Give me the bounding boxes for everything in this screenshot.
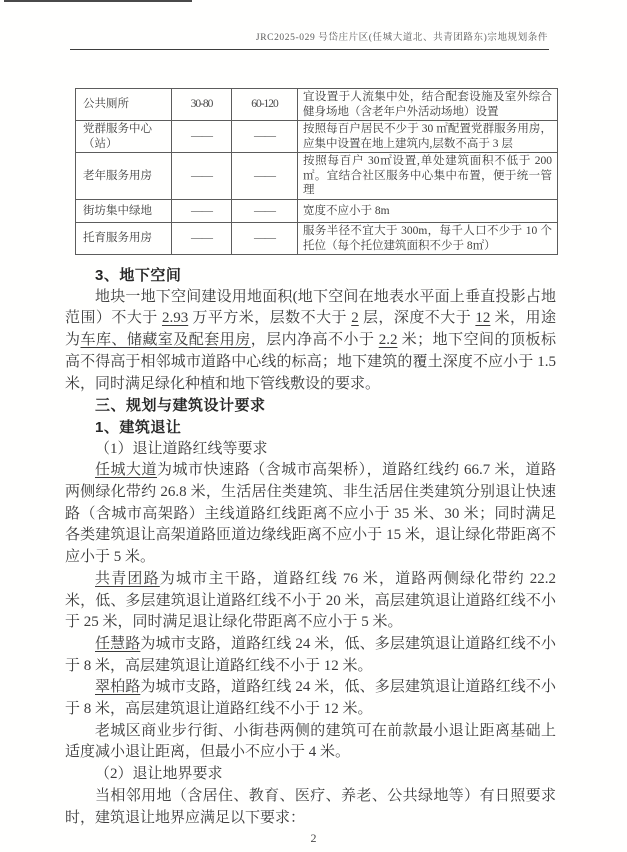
text-run: 为城市支路，道路红线 24 米，低、多层建筑退让道路红线不小于 8 米，高层建筑退让道路红线不小于 12 米。 bbox=[65, 679, 556, 718]
text-run: 1、建筑退让 bbox=[95, 418, 182, 436]
section-heading bbox=[65, 265, 556, 287]
table-cell-mid: —— bbox=[172, 153, 232, 200]
table-row bbox=[76, 153, 558, 200]
table-cell-name: 街坊集中绿地 bbox=[76, 200, 172, 223]
paragraph bbox=[65, 287, 556, 396]
text-run: 为城市主干路，道路红线 76 米，道路两侧绿化带约 22.2 米，低、多层建筑退让道路红线不小于 20 米，高层建筑退让道路红线不小于 25 米，同时满足退让绿化带距离不应小于 5 米。 bbox=[65, 570, 556, 631]
paragraph bbox=[65, 721, 556, 764]
table-cell-desc: 按照每百户居民不少于 30 ㎡配置党群服务用房，应集中设置在地上建筑内,层数不高于 3 层 bbox=[298, 121, 558, 153]
text-run: （1）退让道路红线等要求 bbox=[95, 440, 268, 457]
paragraph bbox=[65, 460, 556, 569]
text-run: 米；地下空间的顶板标高不得高于相邻城市道路中心线的标高；地下建筑的覆土深度不应小于 1.5 米，同时满足绿化种植和地下管线敷设的要求。 bbox=[65, 332, 556, 392]
table-row bbox=[76, 200, 558, 223]
text-run: 为城市支路，道路红线 24 米，低、多层建筑退让道路红线不小于 8 米，高层建筑退让道路红线不小于 12 米。 bbox=[65, 635, 556, 674]
text-run: 地块一地下空间建设用地面积(地下空间在地表水平面上垂直投影占地范围）不大于 bbox=[65, 288, 556, 327]
table-cell-name: 老年服务用房 bbox=[76, 153, 172, 200]
table-cell-mid: —— bbox=[232, 153, 298, 200]
paragraph bbox=[65, 786, 556, 829]
header-title: JRC2025-029 号岱庄片区(任城大道北、共青团路东)宗地规划条件 bbox=[255, 33, 548, 43]
paragraph bbox=[65, 677, 556, 720]
table-cell-desc: 按照每百户 30㎡设置,单处建筑面积不低于 200㎡。宜结合社区服务中心集中布置，便于统一管理 bbox=[298, 153, 558, 200]
table-cell-mid: —— bbox=[172, 223, 232, 255]
paragraph bbox=[65, 764, 556, 786]
text-run: 老城区商业步行街、小街巷两侧的建筑可在前款最小退让距离基础上适度减小退让距离，但最小不应小于 4 米。 bbox=[65, 722, 556, 761]
paragraph bbox=[65, 569, 556, 634]
text-run: ，层内净高不小于 bbox=[250, 332, 379, 349]
paragraph bbox=[65, 439, 556, 461]
table-cell-mid: —— bbox=[172, 121, 232, 153]
paragraph bbox=[65, 634, 556, 677]
underlined-text: 任城大道 bbox=[95, 462, 158, 479]
text-run: 米，用途为 bbox=[65, 310, 556, 349]
underlined-text: 2.93 bbox=[161, 310, 189, 327]
text-run: 当相邻用地（含居住、教育、医疗、养老、公共绿地等）有日照要求时，建筑退让地界应满足以下要求： bbox=[65, 787, 556, 826]
table-cell-desc: 服务半径不宜大于 300m，每千人口不少于 10 个托位（每个托位建筑面积不少于 8㎡） bbox=[298, 223, 558, 255]
text-run: （2）退让地界要求 bbox=[95, 766, 223, 783]
underlined-text: 任慧路 bbox=[95, 635, 141, 652]
facilities-table bbox=[75, 88, 558, 255]
table-cell-name: 党群服务中心（站） bbox=[76, 121, 172, 153]
underlined-text: 2 bbox=[351, 310, 359, 327]
table-cell-mid: —— bbox=[232, 200, 298, 223]
table-cell-mid: 60-120 bbox=[232, 89, 298, 121]
table-row bbox=[76, 89, 558, 121]
underlined-text: 车库、储藏室及配套用房 bbox=[80, 332, 251, 349]
table-row bbox=[76, 223, 558, 255]
table-cell-name: 公共厕所 bbox=[76, 89, 172, 121]
underlined-text: 翠柏路 bbox=[95, 679, 141, 696]
underlined-text: 共青团路 bbox=[95, 570, 160, 587]
header-rule bbox=[70, 49, 549, 50]
section-heading bbox=[65, 417, 556, 439]
table-cell-desc: 宽度不应小于 8m bbox=[298, 200, 558, 223]
table-cell-mid: 30-80 bbox=[172, 89, 232, 121]
page-number: 2 bbox=[310, 831, 317, 845]
text-run: 三、规划与建筑设计要求 bbox=[95, 397, 266, 415]
text-run: 3、地下空间 bbox=[95, 267, 182, 284]
scan-artifact-line bbox=[4, 0, 192, 2]
facilities-table-body bbox=[76, 89, 558, 255]
underlined-text: 2.2 bbox=[378, 332, 398, 349]
table-cell-mid: —— bbox=[232, 223, 298, 255]
text-run: 万平方米，层数不大于 bbox=[188, 310, 352, 327]
table-cell-name: 托育服务用房 bbox=[76, 223, 172, 255]
table-cell-mid: —— bbox=[172, 200, 232, 223]
text-run: 为城市快速路（含城市高架桥），道路红线约 66.7 米，道路两侧绿化带约 26.8 米，生活居住类建筑、非生活居住类建筑分别退让快速路（含城市高架路）主线道路红线距离不应小于 35 米、30 米；同时满足各类建筑退让高架道路匝道边缘线距离不应小于 15 米，退让绿化带距离不应小于 5 米。 bbox=[65, 462, 556, 566]
table-cell-mid: —— bbox=[232, 121, 298, 153]
table-row bbox=[76, 121, 558, 153]
underlined-text: 12 bbox=[475, 310, 491, 327]
table-cell-desc: 宜设置于人流集中处，结合配套设施及室外综合健身场地（含老年户外活动场地）设置 bbox=[298, 89, 558, 121]
document-body bbox=[65, 265, 556, 829]
section-heading bbox=[65, 395, 556, 417]
text-run: 层，深度不大于 bbox=[358, 310, 476, 327]
